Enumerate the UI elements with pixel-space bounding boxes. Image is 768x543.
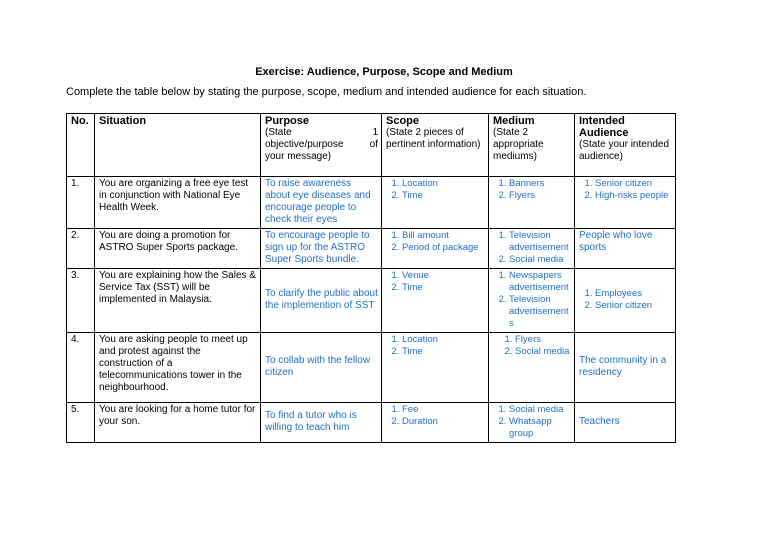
situation-cell: You are asking people to meet up and protest against the construction of a telecommunications tower in the neighbourhood. — [95, 333, 261, 403]
situation-cell: You are looking for a home tutor for your son. — [95, 403, 261, 443]
scope-cell — [382, 177, 489, 229]
medium-cell — [489, 403, 575, 443]
scope-item: 1. Location — [402, 178, 485, 190]
header-row — [67, 114, 676, 177]
situation-cell: You are organizing a free eye test in conjunction with National Eye Health Week. — [95, 177, 261, 229]
medium-item: 2. Television advertisement s — [509, 294, 571, 330]
audience-cell: People who love sports — [575, 229, 676, 269]
table-row — [67, 333, 676, 403]
medium-item: 2. Social media — [515, 346, 571, 358]
table-row — [67, 403, 676, 443]
audience-item: 2. Senior citizen — [595, 300, 672, 312]
header-medium: Medium (State 2 appropriate mediums) — [489, 114, 575, 177]
audience-item: 2. High-risks people — [595, 190, 672, 202]
scope-cell — [382, 403, 489, 443]
purpose-cell: To encourage people to sign up for the ASTRO Super Sports bundle. — [261, 229, 382, 269]
row-number: 1. — [67, 177, 95, 229]
row-number: 2. — [67, 229, 95, 269]
medium-item: 1. Flyers — [515, 334, 571, 346]
audience-cell — [575, 177, 676, 229]
scope-item: 2. Time — [402, 282, 485, 294]
medium-item: 2. Flyers — [509, 190, 571, 202]
instructions: Complete the table below by stating the purpose, scope, medium and intended audience for each situation. — [66, 86, 587, 98]
audience-cell: Teachers — [575, 403, 676, 443]
medium-item: 1. Social media — [509, 404, 571, 416]
scope-item: 2. Period of package — [402, 242, 485, 254]
situation-cell: You are explaining how the Sales & Service Tax (SST) will be implemented in Malaysia. — [95, 269, 261, 333]
medium-cell — [489, 333, 575, 403]
purpose-cell: To raise awareness about eye diseases and encourage people to check their eyes — [261, 177, 382, 229]
audience-cell: The community in a residency — [575, 333, 676, 403]
scope-item: 1. Bill amount — [402, 230, 485, 242]
row-number: 3. — [67, 269, 95, 333]
purpose-cell: To collab with the fellow citizen — [261, 333, 382, 403]
scope-item: 2. Duration — [402, 416, 485, 428]
exercise-table — [66, 113, 676, 443]
audience-cell — [575, 269, 676, 333]
page-title: Exercise: Audience, Purpose, Scope and Medium — [255, 66, 513, 78]
medium-item: 1. Banners — [509, 178, 571, 190]
table-row — [67, 269, 676, 333]
purpose-cell: To find a tutor who is willing to teach him — [261, 403, 382, 443]
header-situation: Situation — [95, 114, 261, 177]
medium-cell — [489, 177, 575, 229]
table-row — [67, 177, 676, 229]
medium-item: 1. Television advertisement — [509, 230, 571, 254]
row-number: 4. — [67, 333, 95, 403]
medium-cell — [489, 229, 575, 269]
scope-cell — [382, 229, 489, 269]
table-row — [67, 229, 676, 269]
scope-cell — [382, 333, 489, 403]
scope-item: 2. Time — [402, 346, 485, 358]
scope-item: 1. Fee — [402, 404, 485, 416]
scope-cell — [382, 269, 489, 333]
scope-item: 2. Time — [402, 190, 485, 202]
scope-item: 1. Location — [402, 334, 485, 346]
audience-item: 1. Employees — [595, 288, 672, 300]
header-no: No. — [67, 114, 95, 177]
header-scope: Scope (State 2 pieces of pertinent information) — [382, 114, 489, 177]
header-audience: Intended Audience (State your intended audience) — [575, 114, 676, 177]
row-number: 5. — [67, 403, 95, 443]
purpose-cell: To clarify the public about the implemention of SST — [261, 269, 382, 333]
situation-cell: You are doing a promotion for ASTRO Super Sports package. — [95, 229, 261, 269]
audience-item: 1. Senior citizen — [595, 178, 672, 190]
medium-cell — [489, 269, 575, 333]
scope-item: 1. Venue — [402, 270, 485, 282]
header-purpose: Purpose (State 1 objective/purpose of your message) — [261, 114, 382, 177]
medium-item: 2. Whatsapp group — [509, 416, 571, 440]
medium-item: 1. Newspapers advertisement — [509, 270, 571, 294]
medium-item: 2. Social media — [509, 254, 571, 266]
